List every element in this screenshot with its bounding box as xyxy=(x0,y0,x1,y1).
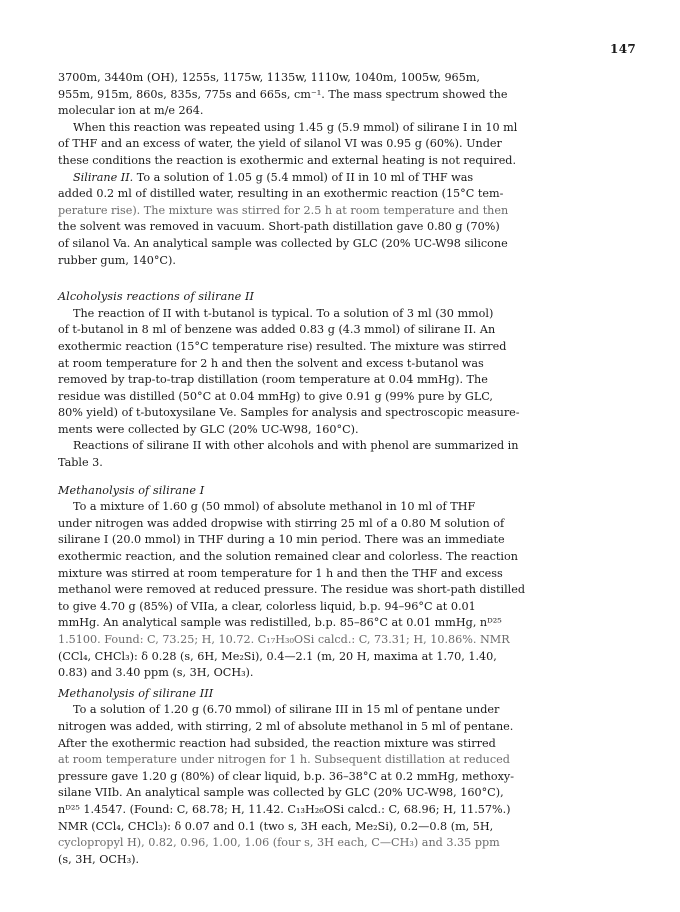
page-number: 147 xyxy=(610,42,636,56)
text-line: mixture was stirred at room temperature for 1 h and then the THF and excess xyxy=(58,566,503,580)
text-line: (s, 3H, OCH₃). xyxy=(58,852,140,866)
text-line: Reactions of silirane II with other alcohols and with phenol are summarized in xyxy=(73,439,519,453)
text-line: to give 4.70 g (85%) of VIIa, a clear, colorless liquid, b.p. 94–96°C at 0.01 xyxy=(58,599,476,613)
text-line: of THF and an excess of water, the yield of silanol VI was 0.95 g (60%). Under xyxy=(58,137,502,151)
section-heading-methanolysis-iii: Methanolysis of silirane III xyxy=(58,686,214,700)
text-line: Table 3. xyxy=(58,456,103,470)
text-fragment: To a solution of 1.05 g (5.4 mmol) of II in 10 ml of THF was xyxy=(133,170,474,184)
text-line: at room temperature under nitrogen for 1 h. Subsequent distillation at reduced xyxy=(58,753,510,767)
page-body xyxy=(58,70,626,868)
text-line: rubber gum, 140°C). xyxy=(58,253,176,267)
repeat-reaction-paragraph xyxy=(58,120,626,170)
text-line: 80% yield) of t-butoxysilane Ve. Samples for analysis and spectroscopic measure- xyxy=(58,406,520,420)
text-line: NMR (CCl₄, CHCl₃): δ 0.07 and 0.1 (two s, 3H each, Me₂Si), 0.2—0.8 (m, 5H, xyxy=(58,819,494,833)
alcoholysis-paragraph xyxy=(58,306,626,439)
silirane-ii-paragraph xyxy=(58,170,626,270)
text-line: To a mixture of 1.60 g (50 mmol) of absolute methanol in 10 ml of THF xyxy=(73,500,476,514)
text-line: 0.83) and 3.40 ppm (s, 3H, OCH₃). xyxy=(58,666,254,680)
methanolysis-iii-paragraph xyxy=(58,702,626,868)
text-line: exothermic reaction (15°C temperature rise) resulted. The mixture was stirred xyxy=(58,339,507,353)
text-line: of silanol Va. An analytical sample was collected by GLC (20% UC-W98 silicone xyxy=(58,236,508,250)
text-line: When this reaction was repeated using 1.45 g (5.9 mmol) of silirane I in 10 ml xyxy=(73,120,518,134)
text-line: The reaction of II with t-butanol is typical. To a solution of 3 ml (30 mmol) xyxy=(73,306,494,320)
text-line: residue was distilled (50°C at 0.04 mmHg) to give 0.91 g (99% pure by GLC, xyxy=(58,389,493,403)
text-line: mmHg. An analytical sample was redistilled, b.p. 85–86°C at 0.01 mmHg, nᴰ²⁵ xyxy=(58,616,502,630)
text-line: methanol were removed at reduced pressure. The residue was short-path distilled xyxy=(58,583,526,597)
text-line: nᴰ²⁵ 1.4547. (Found: C, 68.78; H, 11.42. C₁₃H₂₆OSi calcd.: C, 68.96; H, 11.57%.) xyxy=(58,802,511,816)
text-line: To a solution of 1.20 g (6.70 mmol) of silirane III in 15 ml of pentane under xyxy=(73,703,500,717)
text-line: under nitrogen was added dropwise with stirring 25 ml of a 0.80 M solution of xyxy=(58,516,505,530)
section-spacer xyxy=(58,269,626,278)
text-line: 3700m, 3440m (OH), 1255s, 1175w, 1135w, 1110w, 1040m, 1005w, 965m, xyxy=(58,71,480,84)
text-line: pressure gave 1.20 g (80%) of clear liquid, b.p. 36–38°C at 0.2 mmHg, methoxy- xyxy=(58,769,515,783)
section-heading-methanolysis-i: Methanolysis of silirane I xyxy=(58,483,205,497)
text-line: silirane I (20.0 mmol) in THF during a 10 min period. There was an immediate xyxy=(58,533,505,547)
text-line: exothermic reaction, and the solution remained clear and colorless. The reaction xyxy=(58,550,518,564)
text-line: at room temperature for 2 h and then the solvent and excess t-butanol was xyxy=(58,356,484,370)
text-line: cyclopropyl H), 0.82, 0.96, 1.00, 1.06 (four s, 3H each, C—CH₃) and 3.35 ppm xyxy=(58,836,500,850)
text-line: 955m, 915m, 860s, 835s, 775s and 665s, cm⁻¹. The mass spectrum showed the xyxy=(58,87,508,101)
runin-heading: Silirane II. xyxy=(73,170,134,184)
text-line: 1.5100. Found: C, 73.25; H, 10.72. C₁₇H₃₀OSi calcd.: C, 73.31; H, 10.86%. NMR xyxy=(58,633,510,646)
section-heading-alcoholysis: Alcoholysis reactions of silirane II xyxy=(58,290,255,304)
text-line: ments were collected by GLC (20% UC-W98, 160°C). xyxy=(58,422,359,436)
text-line: of t-butanol in 8 ml of benzene was added 0.83 g (4.3 mmol) of silirane II. An xyxy=(58,323,496,337)
text-line: silane VIIb. An analytical sample was collected by GLC (20% UC-W98, 160°C), xyxy=(58,786,504,800)
text-line: perature rise). The mixture was stirred for 2.5 h at room temperature and then xyxy=(58,203,509,217)
text-line: these conditions the reaction is exothermic and external heating is not required. xyxy=(58,153,517,167)
table-reference-paragraph xyxy=(58,438,626,471)
text-line: molecular ion at m/e 264. xyxy=(58,104,204,118)
text-line: nitrogen was added, with stirring, 2 ml of absolute methanol in 5 ml of pentane. xyxy=(58,719,514,733)
text-line: removed by trap-to-trap distillation (room temperature at 0.04 mmHg). The xyxy=(58,373,488,387)
methanolysis-i-paragraph xyxy=(58,499,626,682)
text-line: (CCl₄, CHCl₃): δ 0.28 (s, 6H, Me₂Si), 0.4—2.1 (m, 20 H, maxima at 1.70, 1.40, xyxy=(58,649,497,663)
text-line: added 0.2 ml of distilled water, resulting in an exothermic reaction (15°C tem- xyxy=(58,187,504,201)
ir-paragraph xyxy=(58,70,626,120)
text-line xyxy=(58,170,626,187)
text-line: the solvent was removed in vacuum. Short-path distillation gave 0.80 g (70%) xyxy=(58,220,500,234)
text-line: After the exothermic reaction had subsided, the reaction mixture was stirred xyxy=(58,736,496,750)
